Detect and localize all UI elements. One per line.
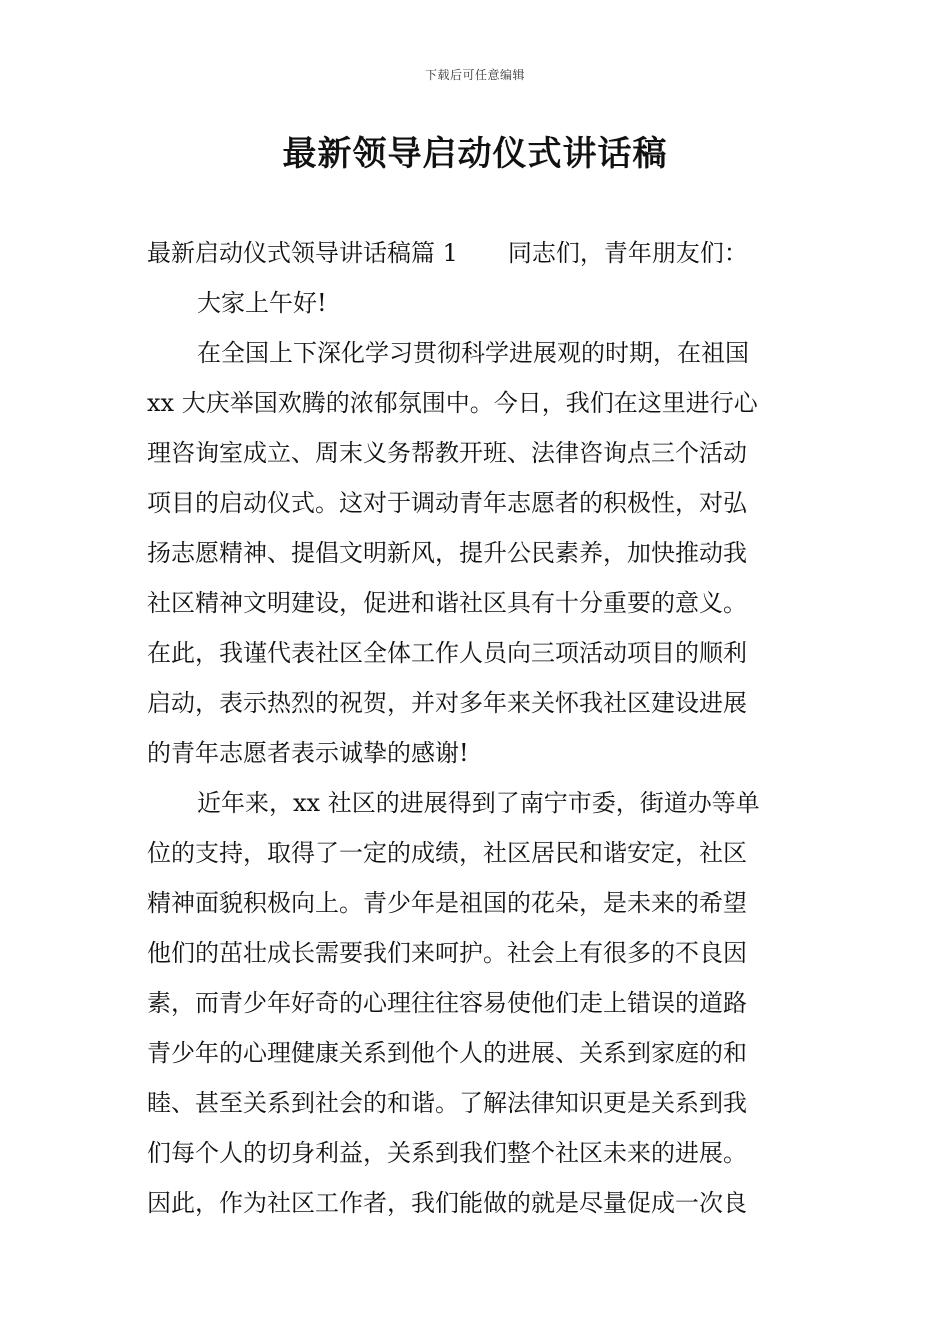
text-line: 项目的启动仪式。这对于调动青年志愿者的积极性，对弘 xyxy=(147,489,747,517)
text-line: 青少年的心理健康关系到他个人的进展、关系到家庭的和 xyxy=(147,1039,747,1067)
text-line: 精神面貌积极向上。青少年是祖国的花朵，是未来的希望 xyxy=(147,889,747,917)
text-line: 近年来，xx 社区的进展得到了南宁市委，街道办等单 xyxy=(197,789,760,817)
text-line: 扬志愿精神、提倡文明新风，提升公民素养，加快推动我 xyxy=(147,539,747,567)
text-line: 启动，表示热烈的祝贺，并对多年来关怀我社区建设进展 xyxy=(147,689,747,717)
text-line: 在此，我谨代表社区全体工作人员向三项活动项目的顺利 xyxy=(147,639,747,667)
text-line: xx 大庆举国欢腾的浓郁氛围中。今日，我们在这里进行心 xyxy=(147,389,758,417)
text-line: 社区精神文明建设，促进和谐社区具有十分重要的意义。 xyxy=(147,589,747,617)
body-paragraphs xyxy=(147,278,807,1228)
text-line: 位的支持，取得了一定的成绩，社区居民和谐安定，社区 xyxy=(147,839,747,867)
text-line: 理咨询室成立、周末义务帮教开班、法律咨询点三个活动 xyxy=(147,439,747,467)
document-title: 最新领导启动仪式讲话稿 xyxy=(282,134,668,174)
header-note: 下载后可任意编辑 xyxy=(424,68,525,82)
section-heading: 最新启动仪式领导讲话稿篇 1 xyxy=(147,239,458,267)
text-line: 们每个人的切身利益，关系到我们整个社区未来的进展。 xyxy=(147,1139,747,1167)
document-body xyxy=(147,228,807,1228)
text-line: 的青年志愿者表示诚挚的感谢! xyxy=(147,739,469,767)
text-line: 他们的茁壮成长需要我们来呵护。社会上有很多的不良因 xyxy=(147,939,747,967)
salutation: 同志们，青年朋友们： xyxy=(507,239,748,267)
text-line: 因此，作为社区工作者，我们能做的就是尽量促成一次良 xyxy=(147,1189,747,1217)
text-line: 大家上午好! xyxy=(197,289,327,317)
text-line: 在全国上下深化学习贯彻科学进展观的时期，在祖国 xyxy=(197,339,749,367)
text-line: 睦、甚至关系到社会的和谐。了解法律知识更是关系到我 xyxy=(147,1089,747,1117)
intro-line xyxy=(147,228,807,278)
text-line: 素，而青少年好奇的心理往往容易使他们走上错误的道路 xyxy=(147,989,747,1017)
